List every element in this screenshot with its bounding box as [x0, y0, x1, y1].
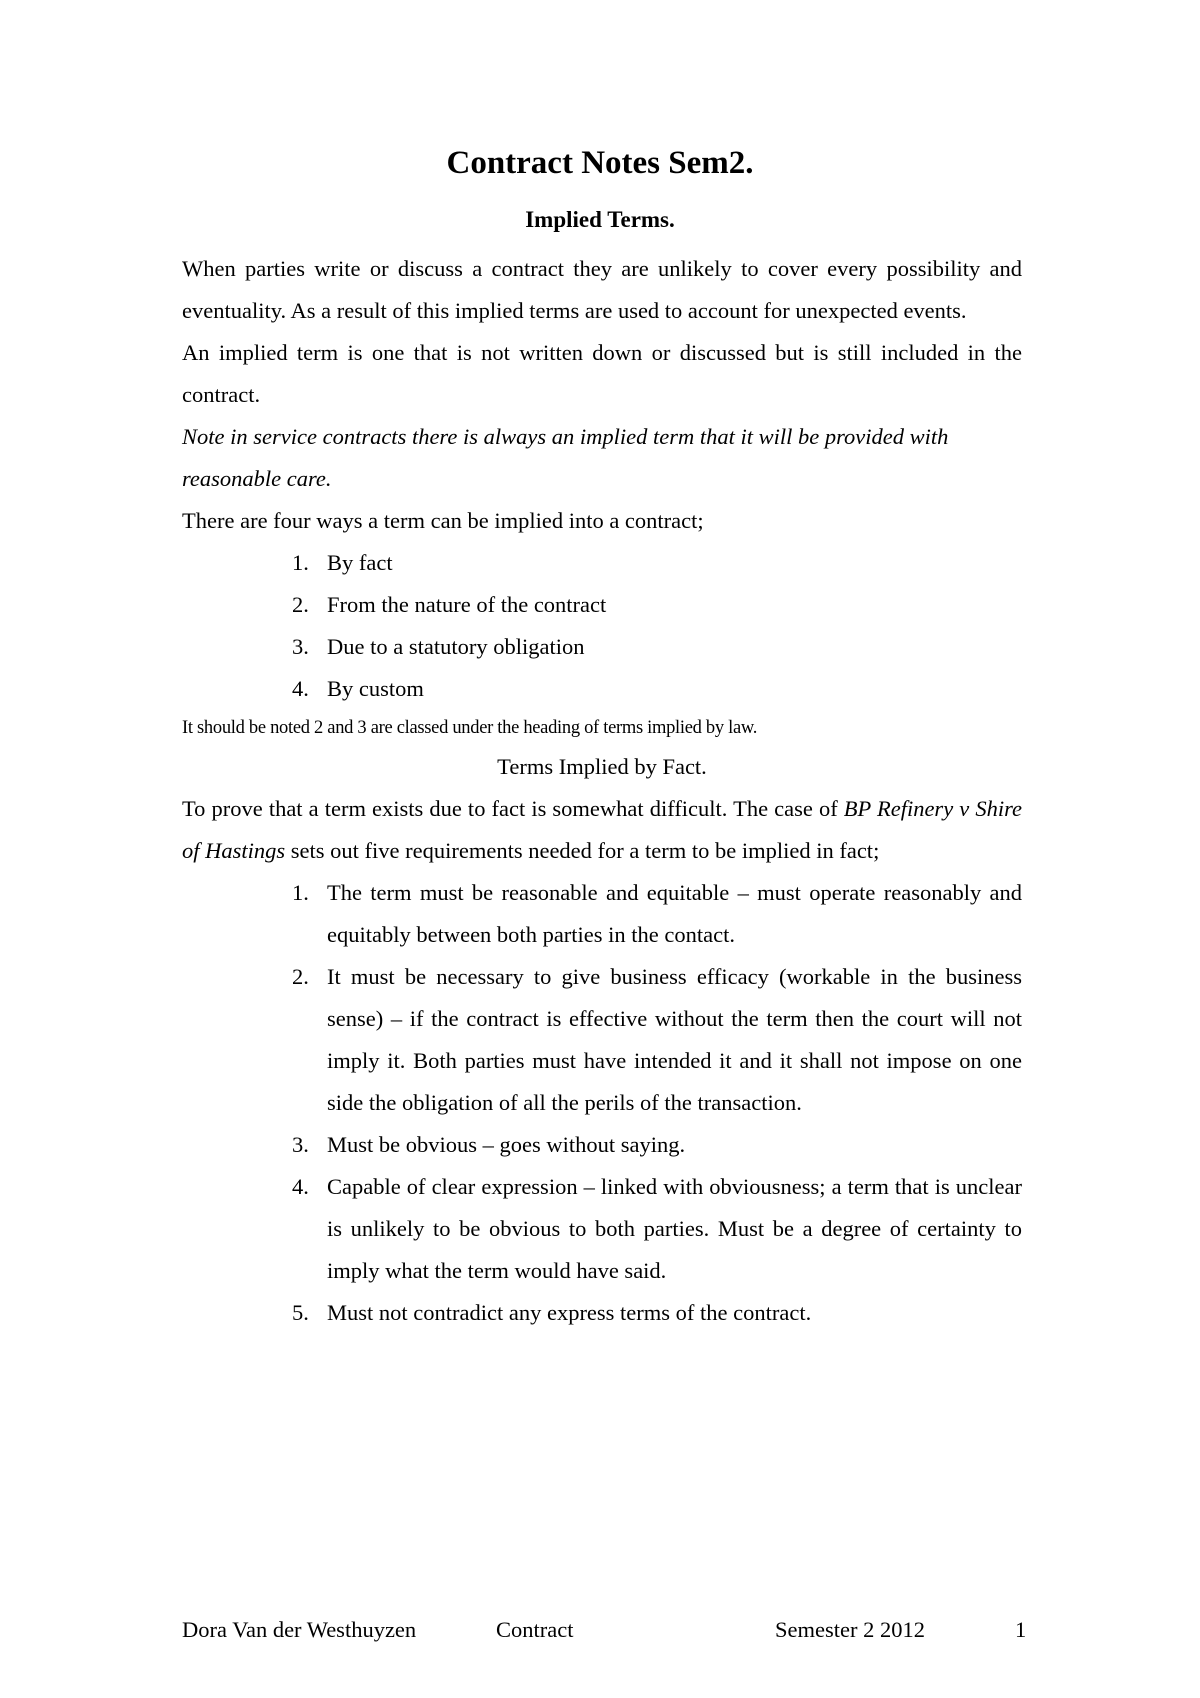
- list-item-text: The term must be reasonable and equitable – must operate reasonably and equitably between both parties in the contact.: [327, 880, 1022, 947]
- list-item-text: It must be necessary to give business efficacy (workable in the business sense) – if the contract is effective without the term then the court will not imply it. Both parties must have intended it and it shall not impose on one side the obligation of all the perils of the transaction.: [327, 964, 1022, 1115]
- document-title: Contract Notes Sem2.: [446, 145, 754, 181]
- footer-course: Contract: [496, 1617, 574, 1642]
- case-name: BP Refinery v Shire of Hastings: [182, 796, 1022, 863]
- list-item: [182, 626, 1022, 668]
- list-item: [182, 872, 1022, 956]
- requirements-list: [182, 872, 1022, 1334]
- service-contract-note: Note in service contracts there is always an implied term that it will be provided with reasonable care.: [182, 424, 949, 491]
- list-item: [182, 542, 1022, 584]
- list-item-text: Due to a statutory obligation: [327, 634, 585, 659]
- page-number: 1: [1015, 1617, 1027, 1642]
- list-item: [182, 956, 1022, 1124]
- list-number: 1.: [292, 880, 309, 905]
- footer-semester: Semester 2 2012: [775, 1617, 925, 1642]
- footer-author: Dora Van der Westhuyzen: [182, 1617, 417, 1642]
- list-item: [182, 668, 1022, 710]
- definition-paragraph: An implied term is one that is not written down or discussed but is still included in the contract.: [182, 340, 1022, 407]
- page-footer: [0, 1610, 1200, 1650]
- list-number: 1.: [292, 550, 309, 575]
- list-item-text: By fact: [327, 550, 393, 575]
- list-item: [182, 584, 1022, 626]
- list-item-text: Must not contradict any express terms of the contract.: [327, 1300, 812, 1325]
- list-item: [182, 1124, 1022, 1166]
- fact-intro-text-2: sets out five requirements needed for a term to be implied in fact;: [285, 838, 880, 863]
- list-item: [182, 1292, 1022, 1334]
- document-body: [182, 248, 1022, 1334]
- section-title-implied-terms: Implied Terms.: [525, 207, 675, 232]
- list-item-text: From the nature of the contract: [327, 592, 607, 617]
- ways-list: [182, 542, 1022, 710]
- section-heading-terms-implied-by-fact: Terms Implied by Fact.: [497, 754, 707, 779]
- fact-intro-paragraph: [182, 788, 1022, 872]
- list-number: 4.: [292, 1174, 309, 1199]
- list-number: 2.: [292, 964, 309, 989]
- list-number: 4.: [292, 676, 309, 701]
- list-number: 2.: [292, 592, 309, 617]
- list-item-text: Must be obvious – goes without saying.: [327, 1132, 686, 1157]
- list-number: 3.: [292, 1132, 309, 1157]
- list-item: [182, 1166, 1022, 1292]
- list-item-text: By custom: [327, 676, 424, 701]
- list-number: 5.: [292, 1300, 309, 1325]
- list-number: 3.: [292, 634, 309, 659]
- intro-paragraph: When parties write or discuss a contract they are unlikely to cover every possibility and eventuality. As a result of this implied terms are used to account for unexpected events.: [182, 256, 1022, 323]
- fact-intro-text-1: To prove that a term exists due to fact is somewhat difficult. The case of: [182, 796, 844, 821]
- list-item-text: Capable of clear expression – linked with obviousness; a term that is unclear is unlikely to be obvious to both parties. Must be a degree of certainty to imply what the term would have said.: [327, 1174, 1022, 1283]
- terms-implied-by-law-note: It should be noted 2 and 3 are classed under the heading of terms implied by law.: [182, 718, 758, 738]
- ways-intro: There are four ways a term can be implied into a contract;: [182, 508, 704, 533]
